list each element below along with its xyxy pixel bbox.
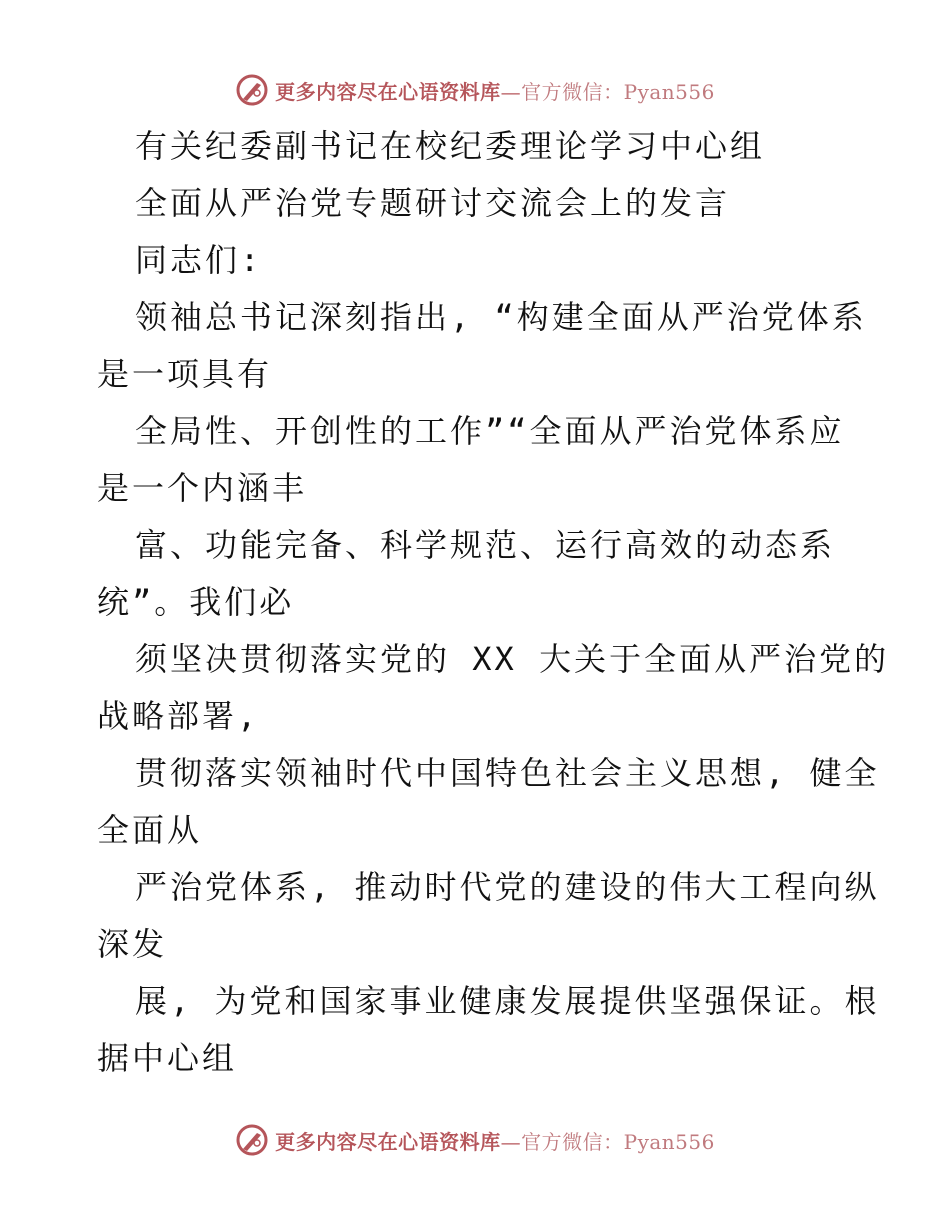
text-line: 据中心组 <box>97 1039 238 1077</box>
text-line: 领袖总书记深刻指出, “构建全面从严治党体系 <box>135 298 867 336</box>
text-line: 是一项具有 <box>97 355 273 393</box>
watermark-text <box>275 76 715 105</box>
text-line: 全局性、开创性的工作”“全面从严治党体系应 <box>135 412 845 450</box>
watermark-text <box>275 1126 715 1155</box>
header-watermark <box>0 70 950 110</box>
text-line: 有关纪委副书记在校纪委理论学习中心组 <box>135 127 766 165</box>
watermark-separator: — <box>500 1129 522 1154</box>
document-body <box>97 118 890 1087</box>
text-line: 严治党体系, 推动时代党的建设的伟大工程向纵 <box>135 868 880 906</box>
watermark-wechat: 官方微信：Pyan556 <box>521 79 715 104</box>
watermark-site: 更多内容尽在心语资料库 <box>275 1129 501 1154</box>
text-line: 全面从 <box>97 811 203 849</box>
text-line: 展, 为党和国家事业健康发展提供坚强保证。根 <box>135 982 880 1020</box>
text-line: 深发 <box>97 925 168 963</box>
text-line: 贯彻落实领袖时代中国特色社会主义思想, 健全 <box>135 754 880 792</box>
text-line: 同志们: <box>135 241 263 279</box>
text-line: 战略部署, <box>97 697 260 735</box>
text-line: 须坚决贯彻落实党的 XX 大关于全面从严治党的 <box>135 640 890 678</box>
text-line: 是一个内涵丰 <box>97 469 308 507</box>
text-line: 全面从严治党专题研讨交流会上的发言 <box>135 184 731 222</box>
pen-seal-icon <box>235 1123 269 1157</box>
watermark-separator: — <box>500 79 522 104</box>
pen-seal-icon <box>235 73 269 107</box>
footer-watermark <box>0 1120 950 1160</box>
text-line: 统”。我们必 <box>97 583 295 621</box>
watermark-site: 更多内容尽在心语资料库 <box>275 79 501 104</box>
watermark-wechat: 官方微信：Pyan556 <box>521 1129 715 1154</box>
text-line: 富、功能完备、科学规范、运行高效的动态系 <box>135 526 836 564</box>
